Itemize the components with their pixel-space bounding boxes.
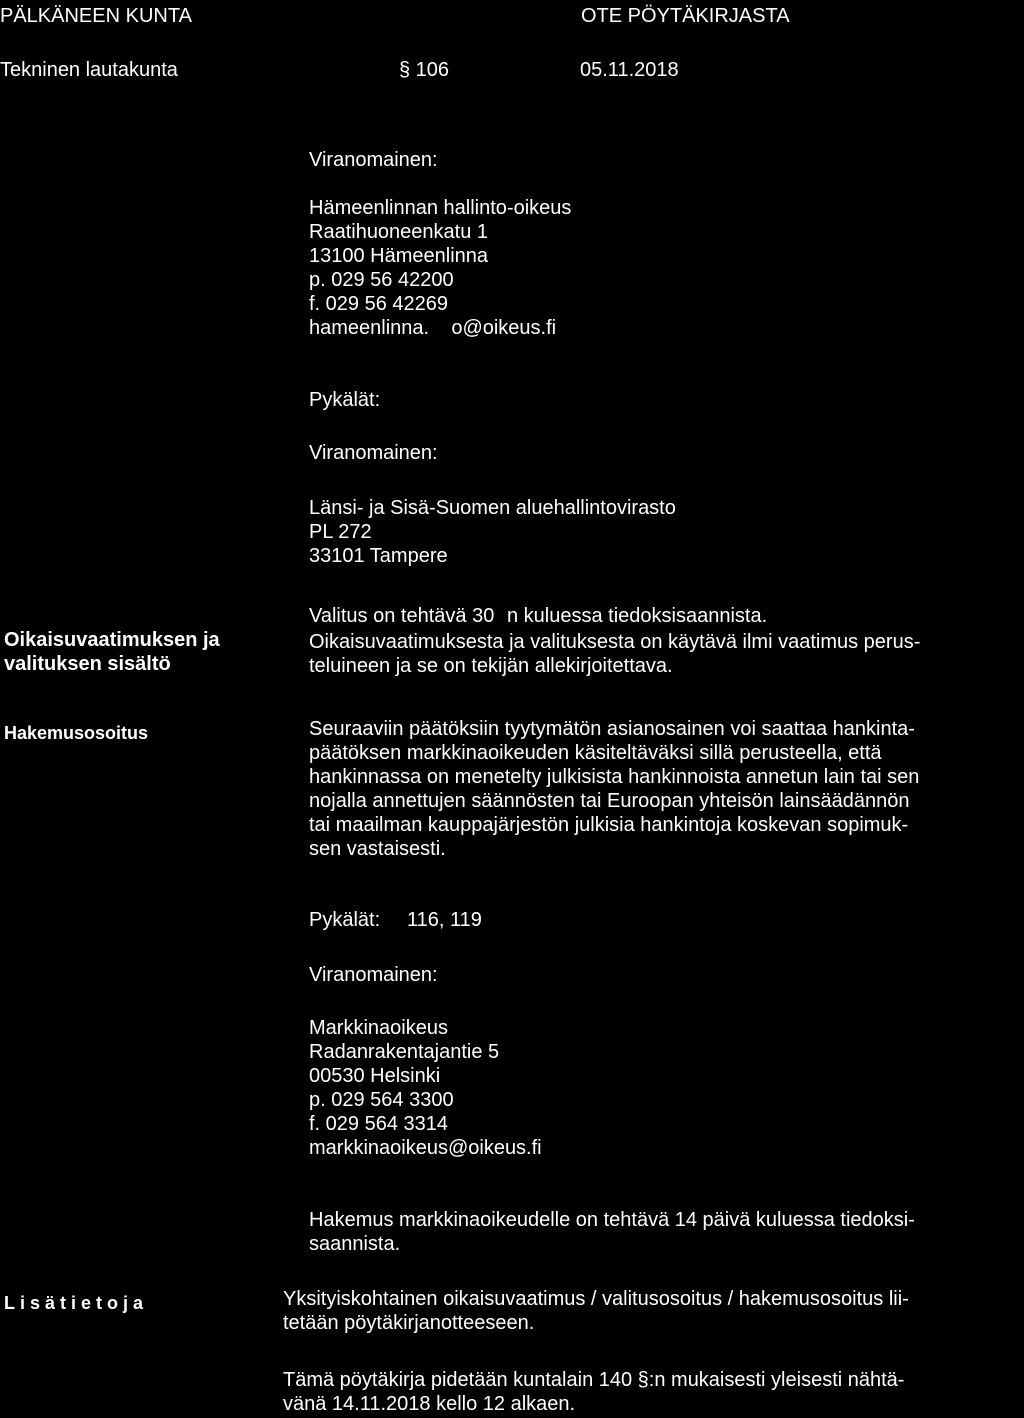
text-line: Hakemus markkinaoikeudelle on tehtävä 14 päivä kuluessa tiedoksi- [309,1209,915,1231]
text-line: sen vastaisesti. [309,838,446,860]
text-line: saannista. [309,1233,401,1255]
phone: p. 029 56 42200 [309,269,454,291]
address-line: Hämeenlinnan hallinto-oikeus [309,197,572,219]
text-line: päätöksen markkinaoikeuden käsiteltäväksi sillä perusteella, että [309,742,882,764]
committee-name: Tekninen lautakunta [0,59,178,81]
text-line: Tämä pöytäkirja pidetään kuntalain 140 §:n mukaisesti yleisesti nähtä- [283,1369,905,1391]
authority-label: Viranomainen: [309,442,438,464]
phone: p. 029 564 3300 [309,1089,454,1111]
sections-value: 116, 119 [407,909,482,931]
fax: f. 029 56 42269 [309,293,449,315]
address-line: Radanrakentajantie 5 [309,1041,500,1063]
text-line: Oikaisuvaatimuksesta ja valituksesta on käytävä ilmi vaatimus perus- [309,631,921,653]
content-heading [4,628,220,676]
address-line: 13100 Hämeenlinna [309,245,489,267]
appeal-deadline-start: Valitus on tehtävä 30 [309,605,495,627]
lisatietoja-para2 [283,1368,904,1416]
hakemus-deadline [309,1208,915,1256]
hakemus-paragraph [309,717,919,861]
text-line: Seuraaviin päätöksiin tyytymätön asianosainen voi saattaa hankinta- [309,718,915,740]
heading-line: valituksen sisältö [4,653,171,675]
section-number: § 106 [399,59,450,81]
text-line: tetään pöytäkirjanotteeseen. [283,1312,535,1334]
address-line: PL 272 [309,521,372,543]
document-type: OTE PÖYTÄKIRJASTA [581,5,790,27]
markkinaoikeus-address [309,1016,542,1160]
municipality-name: PÄLKÄNEEN KUNTA [0,5,192,27]
appeal-deadline-end: n kuluessa tiedoksisaannista. [507,605,768,627]
authority-label: Viranomainen: [309,964,438,986]
fax: f. 029 564 3314 [309,1113,449,1135]
lisatietoja-para1 [283,1287,909,1335]
hakemus-heading: Hakemusosoitus [4,723,149,743]
heading-line: Oikaisuvaatimuksen ja [4,629,220,651]
text-line: hankinnassa on menetelty julkisista hankinnoista annetun lain tai sen [309,766,920,788]
avi-address [309,496,676,568]
address-line: Raatihuoneenkatu 1 [309,221,489,243]
text-line: nojalla annettujen säännösten tai Euroopan yhteisön lainsäädännön [309,790,910,812]
content-text [309,630,920,678]
address-line: Markkinaoikeus [309,1017,448,1039]
sections-label: Pykälät: [309,909,381,931]
authority-label: Viranomainen: [309,149,438,171]
address-line: Länsi- ja Sisä-Suomen aluehallintovirasto [309,497,676,519]
meeting-date: 05.11.2018 [580,59,679,81]
text-line: Yksityiskohtainen oikaisuvaatimus / valitusosoitus / hakemusosoitus lii- [283,1288,909,1310]
address-line: 33101 Tampere [309,545,448,567]
text-line: teluineen ja se on tekijän allekirjoitettava. [309,655,673,677]
address-line: 00530 Helsinki [309,1065,441,1087]
email: markkinaoikeus@oikeus.fi [309,1137,542,1159]
sections-label: Pykälät: [309,389,381,411]
text-line: vänä 14.11.2018 kello 12 alkaen. [283,1393,576,1415]
text-line: tai maailman kauppajärjestön julkisia hankintoja koskevan sopimuk- [309,814,909,836]
hallinto-oikeus-address [309,196,571,340]
email: hameenlinna. o@oikeus.fi [309,317,557,339]
lisatietoja-heading: Lisätietoja [4,1293,149,1313]
